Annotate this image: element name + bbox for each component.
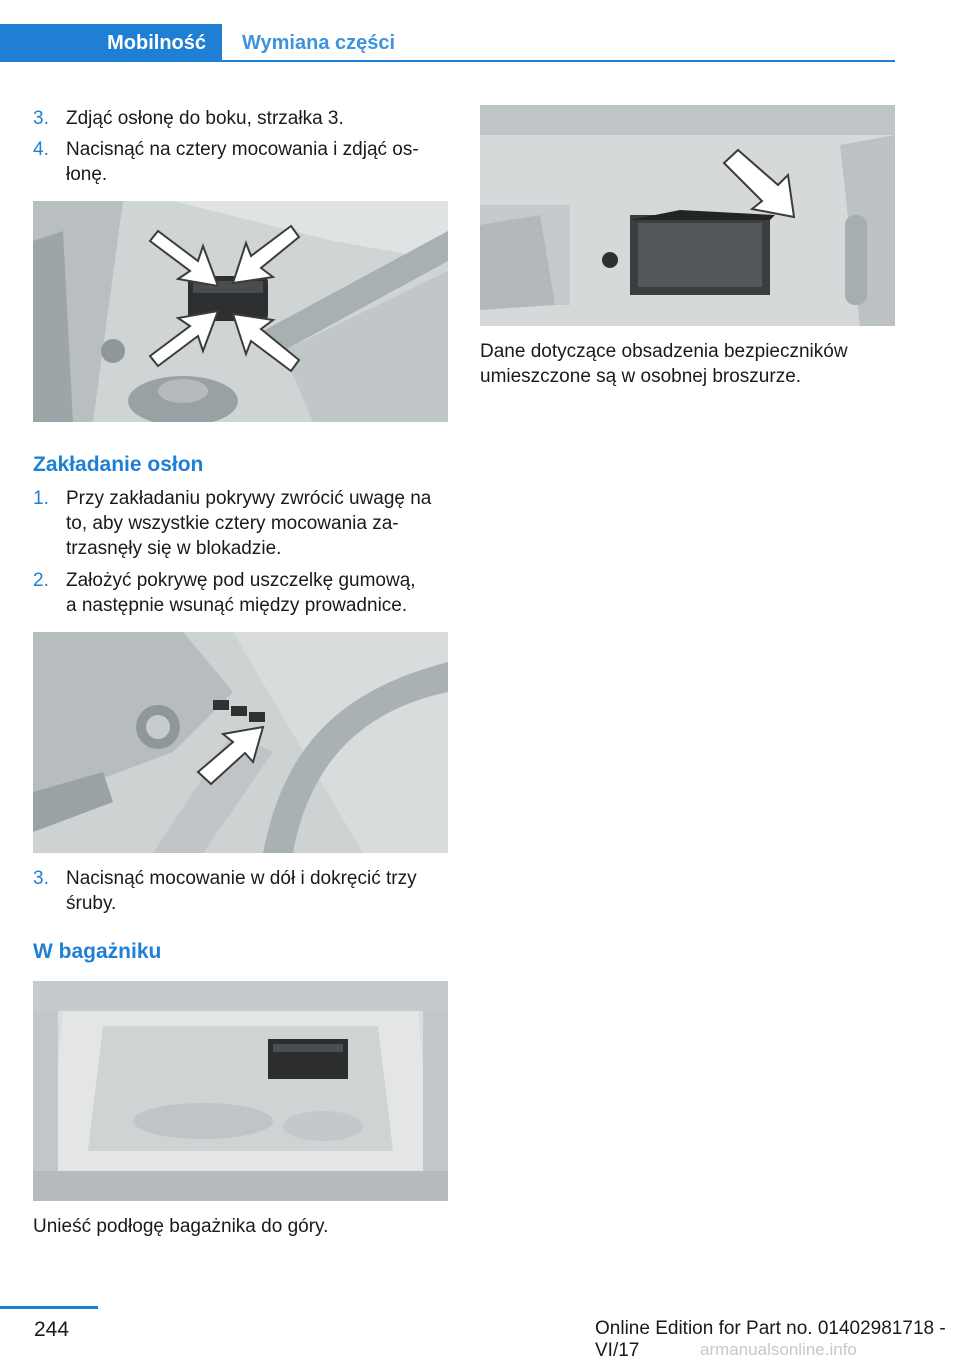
photo-engine-cover-arrows	[33, 201, 448, 422]
photo-fuse-box-arrow	[480, 105, 895, 326]
step-1-attach-cover: 1. Przy zakładaniu pokrywy zwrócić uwagę na to, aby wszystkie cztery mocowania za‐ trzasnęły się w blokadzie.	[33, 488, 432, 559]
step-3-press-and-screw: 3. Nacisnąć mocowanie w dół i dokręcić trzy śruby.	[33, 868, 417, 914]
edition-info: Online Edition for Part no. 01402981718 - VI/17	[595, 1318, 946, 1361]
step-2-insert-cover: 2. Założyć pokrywę pod uszczelkę gumową, a następnie wsunąć między prowadnice.	[33, 570, 416, 616]
watermark: armanualsonline.info	[700, 1340, 857, 1359]
photo-cover-mount-arrow	[33, 632, 448, 853]
step-3-remove-cover: 3. Zdjąć osłonę do boku, strzałka 3.	[33, 108, 344, 129]
fuse-info-caption: Dane dotyczące obsadzenia bezpieczników umieszczone są w osobnej broszurze.	[480, 341, 848, 387]
heading-installing-covers: Zakładanie osłon	[33, 453, 204, 476]
footer-divider	[0, 1306, 98, 1309]
tab-mobilnosc[interactable]: Mobilność	[0, 24, 222, 62]
page-number: 244	[34, 1318, 70, 1341]
header-divider	[0, 60, 895, 62]
tab-wymiana-czesci[interactable]: Wymiana części	[242, 31, 396, 54]
heading-in-trunk: W bagażniku	[33, 940, 162, 963]
photo-trunk-floor	[33, 981, 448, 1201]
trunk-caption: Unieść podłogę bagażnika do góry.	[33, 1216, 329, 1237]
step-4-press-mounts: 4. Nacisnąć na cztery mocowania i zdjąć os‐ łonę.	[33, 139, 419, 185]
